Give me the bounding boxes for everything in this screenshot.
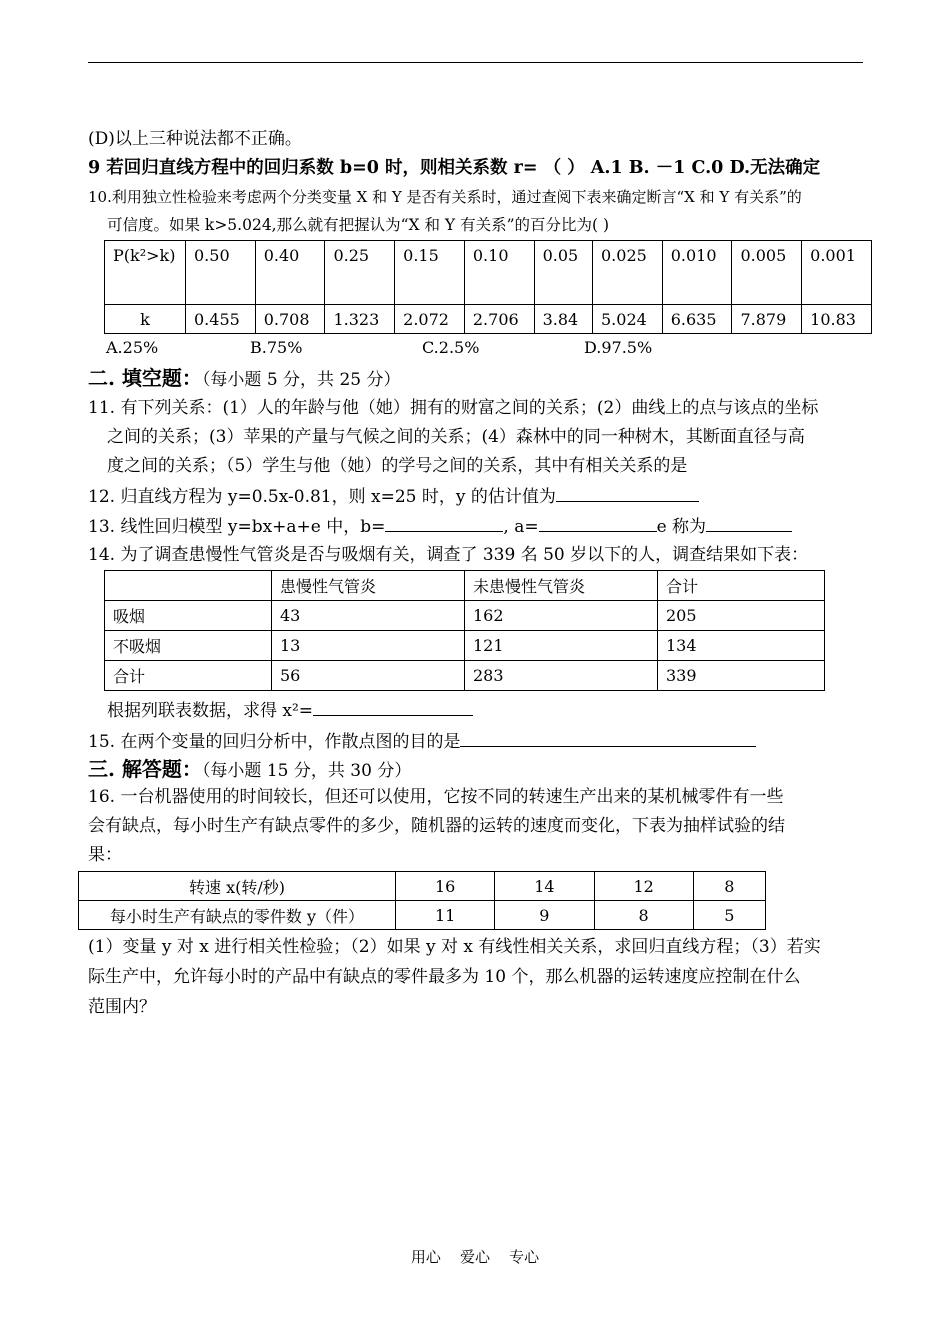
question-13 xyxy=(88,514,792,538)
sampling-table xyxy=(78,871,766,930)
table-cell: 5.024 xyxy=(593,305,663,334)
question-16-task-line3: 范围内？ xyxy=(88,997,156,1017)
question-16-task-line1: (1）变量 y 对 x 进行相关性检验；（2）如果 y 对 x 有线性相关关系，求回归直线方程；（3）若实 xyxy=(88,937,821,957)
question-16-line2: 会有缺点，每小时生产有缺点零件的多少，随机器的运转的速度而变化，下表为抽样试验的结 xyxy=(88,816,785,836)
question-16-line1: 16. 一台机器使用的时间较长，但还可以使用，它按不同的转速生产出来的某机械零件有一些 xyxy=(88,787,784,807)
answer-blank xyxy=(539,514,657,532)
question-10-line1: 10.利用独立性检验来考虑两个分类变量 X 和 Y 是否有关系时，通过查阅下表来确定断言“X 和 Y 有关系”的 xyxy=(88,188,802,206)
header-rule xyxy=(88,62,863,63)
table-cell: 0.025 xyxy=(593,241,663,305)
table-row xyxy=(79,872,766,901)
table-cell: 12 xyxy=(594,872,693,901)
question-14: 14. 为了调查患慢性气管炎是否与吸烟有关，调查了 339 名 50 岁以下的人，调查结果如下表： xyxy=(88,545,809,565)
question-13-text-a: 13. 线性回归模型 y=bx+a+e 中，b= xyxy=(88,517,386,537)
question-16-task-line2: 际生产中，允许每小时的产品中有缺点的零件最多为 10 个，那么机器的运转速度应控制在什么 xyxy=(88,967,801,987)
answer-blank xyxy=(313,698,473,716)
question-14-tail xyxy=(107,698,473,722)
table-cell: 0.05 xyxy=(534,241,592,305)
table-cell: 205 xyxy=(658,601,825,631)
table-cell: 9 xyxy=(495,901,594,930)
table-cell: 5 xyxy=(693,901,765,930)
page-footer: 用心 爱心 专心 xyxy=(410,1248,540,1266)
table-cell: 43 xyxy=(272,601,465,631)
critical-value-table xyxy=(104,240,872,334)
table-cell: 8 xyxy=(693,872,765,901)
table-row xyxy=(105,631,825,661)
table-cell: 0.005 xyxy=(732,241,802,305)
table-head-cell: 每小时生产有缺点的零件数 y（件） xyxy=(79,901,396,930)
table-cell: 10.83 xyxy=(802,305,872,334)
section-3-title: 三. 解答题： xyxy=(88,757,202,781)
option-a: A.25% xyxy=(106,338,159,357)
table-cell: 0.50 xyxy=(186,241,256,305)
table-head-cell: 合计 xyxy=(658,571,825,601)
contingency-table xyxy=(104,570,825,691)
table-row xyxy=(105,241,872,305)
question-13-text-b: , a= xyxy=(503,517,539,537)
table-cell: 0.10 xyxy=(464,241,534,305)
table-cell: 0.708 xyxy=(255,305,325,334)
table-cell: 2.072 xyxy=(395,305,465,334)
section-3-note: （每小题 15 分，共 30 分） xyxy=(201,761,412,781)
table-cell: 0.001 xyxy=(802,241,872,305)
table-cell: 11 xyxy=(396,901,495,930)
table-cell: 16 xyxy=(396,872,495,901)
table-cell: 134 xyxy=(658,631,825,661)
table-cell: 3.84 xyxy=(534,305,592,334)
answer-blank xyxy=(460,729,756,747)
table-cell: 13 xyxy=(272,631,465,661)
table-cell: 0.25 xyxy=(325,241,395,305)
table-head-cell xyxy=(105,571,272,601)
question-11-line1: 11. 有下列关系：(1）人的年龄与他（她）拥有的财富之间的关系；(2）曲线上的点与该点的坐标 xyxy=(88,398,819,418)
section-2-title: 二. 填空题： xyxy=(88,366,202,390)
table-cell: 0.010 xyxy=(662,241,732,305)
option-b: B.75% xyxy=(250,338,303,357)
table-head-cell: 患慢性气管炎 xyxy=(272,571,465,601)
table-cell: 339 xyxy=(658,661,825,691)
table-cell: 合计 xyxy=(105,661,272,691)
question-10-line2: 可信度。如果 k>5.024,那么就有把握认为“X 和 Y 有关系”的百分比为( ) xyxy=(107,216,610,234)
answer-blank xyxy=(706,514,792,532)
table-cell: 56 xyxy=(272,661,465,691)
table-cell: 0.40 xyxy=(255,241,325,305)
table-cell: 2.706 xyxy=(464,305,534,334)
table-row xyxy=(105,661,825,691)
question-15-text: 15. 在两个变量的回归分析中，作散点图的目的是 xyxy=(88,732,461,752)
table-cell: 0.15 xyxy=(395,241,465,305)
table-cell: 121 xyxy=(465,631,658,661)
table-cell: 7.879 xyxy=(732,305,802,334)
option-c: C.2.5% xyxy=(422,338,480,357)
table-head-cell: P(k²>k) xyxy=(105,241,186,305)
q8-option-d: (D)以上三种说法都不正确。 xyxy=(88,129,302,149)
table-cell: 不吸烟 xyxy=(105,631,272,661)
table-cell: 14 xyxy=(495,872,594,901)
table-cell: 0.455 xyxy=(186,305,256,334)
question-9: 9 若回归直线方程中的回归系数 b=0 时，则相关系数 r= （ ） A.1 B. －1 C.0 D.无法确定 xyxy=(88,158,821,178)
table-cell: 1.323 xyxy=(325,305,395,334)
table-cell: 吸烟 xyxy=(105,601,272,631)
table-row xyxy=(105,601,825,631)
question-11-line2: 之间的关系；(3）苹果的产量与气候之间的关系；(4）森林中的同一种树木，其断面直径与高 xyxy=(107,427,805,447)
table-cell: 162 xyxy=(465,601,658,631)
section-3-heading xyxy=(88,758,411,782)
question-16-line3: 果： xyxy=(88,845,122,865)
table-row xyxy=(105,305,872,334)
answer-blank xyxy=(556,484,699,502)
section-2-note: （每小题 5 分，共 25 分） xyxy=(201,370,401,390)
table-head-cell: 未患慢性气管炎 xyxy=(465,571,658,601)
table-cell: 283 xyxy=(465,661,658,691)
question-11-line3: 度之间的关系；（5）学生与他（她）的学号之间的关系，其中有相关关系的是 xyxy=(107,456,688,476)
table-cell: 6.635 xyxy=(662,305,732,334)
question-12 xyxy=(88,484,699,508)
answer-blank xyxy=(385,514,503,532)
question-13-text-c: e 称为 xyxy=(656,517,707,537)
table-row xyxy=(79,901,766,930)
question-12-text: 12. 归直线方程为 y=0.5x-0.81，则 x=25 时，y 的估计值为 xyxy=(88,487,556,507)
table-head-cell: k xyxy=(105,305,186,334)
table-cell: 8 xyxy=(594,901,693,930)
question-14-tail-text: 根据列联表数据，求得 x²= xyxy=(107,701,314,721)
question-15 xyxy=(88,729,756,753)
section-2-heading xyxy=(88,367,401,391)
table-row xyxy=(105,571,825,601)
table-head-cell: 转速 x(转/秒) xyxy=(79,872,396,901)
option-d: D.97.5% xyxy=(584,338,653,357)
